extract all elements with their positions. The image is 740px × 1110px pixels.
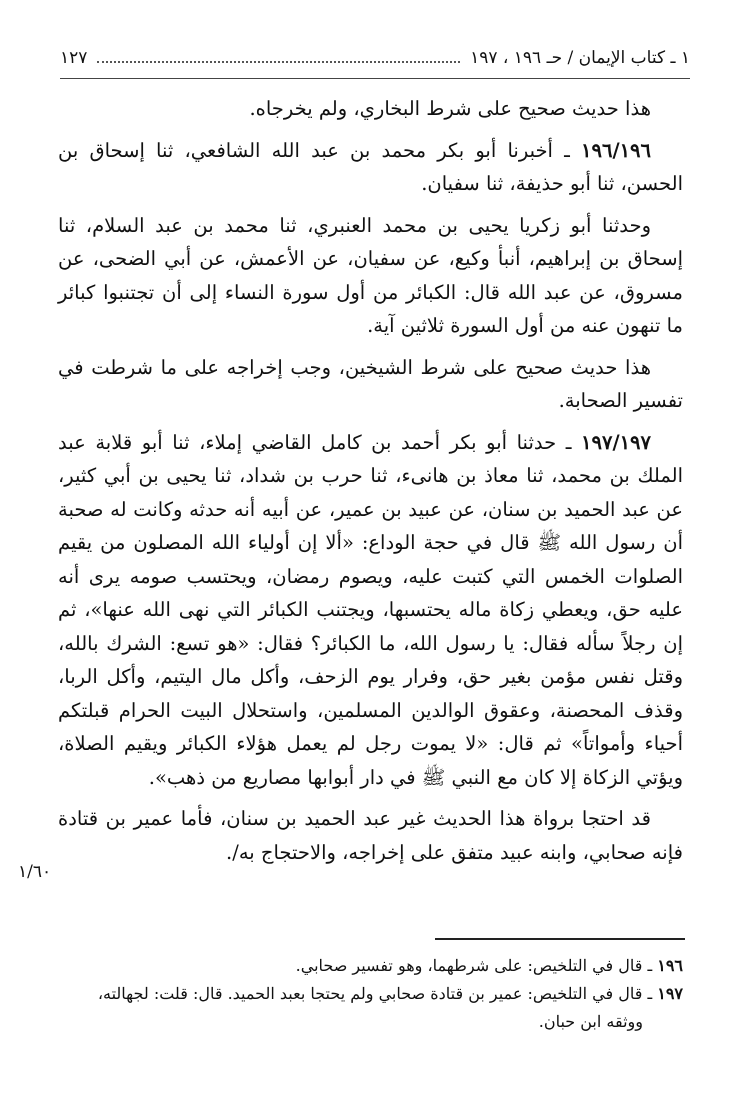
footnote-196-text: ـ قال في التلخيص: على شرطهما، وهو تفسير صحابي.	[295, 956, 658, 975]
header-dot-leader	[97, 51, 460, 63]
hadith-197	[58, 426, 683, 795]
hadith-197-text: ـ حدثنا أبو بكر أحمد بن كامل القاضي إملاء، ثنا أبو قلابة عبد الملك بن محمد، ثنا معاذ بن هانىء، ثنا حرب بن شداد، ثنا يحيى بن أبي كثير، عن عبد الحميد بن سنان، عن عبيد بن عمير، عن أبيه أنه حدثه وكانت له صحبة أن رسول الله ﷺ قال في حجة الوداع: «ألا إن أولياء الله المصلون من يقيم الصلوات الخمس التي كتبت عليه، ويصوم رمضان، ويحتسب صومه يرى أنه عليه حق، ويعطي زكاة ماله يحتسبها، ويجتنب الكبائر التي نهى الله عنها»، ثم إن رجلاً سأله فقال: يا رسول الله، ما الكبائر؟ فقال: «هو تسع: الشرك بالله، وقتل نفس مؤمن بغير حق، وفرار يوم الزحف، وأكل مال اليتيم، وأكل الربا، وقذف المحصنة، وعقوق الوالدين المسلمين، واستحلال البيت الحرام قبلتكم أحياء وأمواتاً» ثم قال: «لا يموت رجل لم يعمل هؤلاء الكبائر ويقيم الصلاة، ويؤتي الزكاة إلا كان مع النبي ﷺ في دار أبوابها مصاريع من ذهب».	[58, 430, 683, 789]
footnote-196	[58, 952, 683, 980]
footnote-separator	[435, 938, 685, 940]
page-header	[60, 48, 690, 79]
paragraph-1: هذا حديث صحيح على شرط البخاري، ولم يخرجاه.	[249, 97, 651, 120]
page-number: ١٢٧	[60, 48, 88, 68]
hadith-196-text: ـ أخبرنا أبو بكر محمد بن عبد الله الشافعي، ثنا إسحاق بن الحسن، ثنا أبو حذيفة، ثنا سفيان.	[58, 138, 683, 195]
hadith-196	[58, 134, 683, 201]
running-title: ١ ـ كتاب الإيمان / حـ ١٩٦ ، ١٩٧	[470, 48, 690, 68]
footnotes	[58, 952, 683, 1036]
main-text	[58, 92, 683, 877]
hadith-number-197: ١٩٧/١٩٧	[581, 430, 651, 454]
margin-reference: ١/٦٠	[18, 862, 52, 882]
paragraph-6: قد احتجا برواة هذا الحديث غير عبد الحميد بن سنان، فأما عمير بن قتادة فإنه صحابي، وابنه عبيد متفق على إخراجه، والاحتجاج به/.	[58, 807, 683, 864]
footnote-number-196: ١٩٦	[657, 956, 683, 975]
footnote-197	[58, 980, 683, 1008]
paragraph-3: وحدثنا أبو زكريا يحيى بن محمد العنبري، ثنا محمد بن عبد السلام، ثنا إسحاق بن إبراهيم، أنبأ وكيع، عن سفيان، عن الأعمش، عن أبي الضحى، عن مسروق، عن عبد الله قال: الكبائر من أول سورة النساء إلى أن تجتنبوا كبائر ما تنهون عنه من أول السورة ثلاثين آية.	[58, 213, 683, 337]
paragraph-4: هذا حديث صحيح على شرط الشيخين، وجب إخراجه على ما شرطت في تفسير الصحابة.	[58, 355, 683, 412]
footnote-197-text: ـ قال في التلخيص: عمير بن قتادة صحابي ولم يحتجا بعبد الحميد. قال: قلت: لجهالته،	[97, 984, 658, 1003]
footnote-number-197: ١٩٧	[657, 984, 683, 1003]
hadith-number-196: ١٩٦/١٩٦	[581, 138, 651, 162]
footnote-197-continuation: ووثقه ابن حبان.	[538, 1012, 643, 1031]
